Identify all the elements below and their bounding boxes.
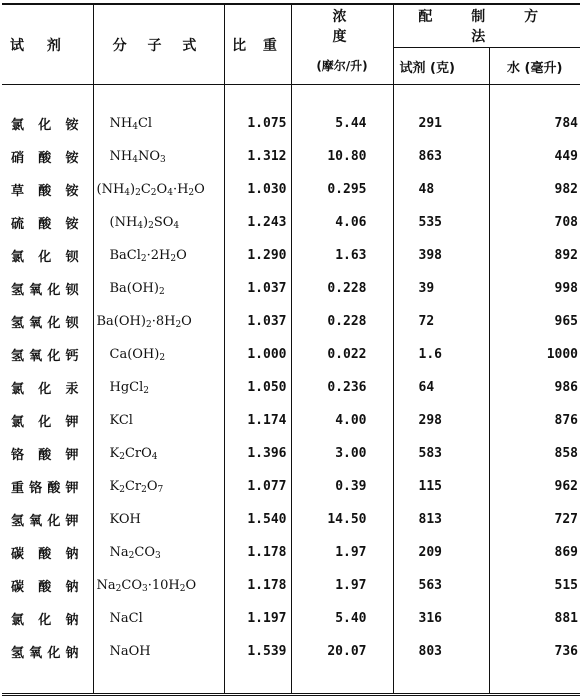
water-ml-value: 876 (489, 404, 580, 437)
table-row (2, 305, 580, 338)
water-ml-value: 784 (489, 107, 580, 140)
header-concentration-unit: (摩尔/升) (291, 48, 393, 85)
specific-gravity-value: 1.050 (224, 371, 291, 404)
spacer-row (2, 85, 580, 108)
table-row (2, 272, 580, 305)
concentration-value: 3.00 (291, 437, 393, 470)
reagent-name: 铬酸钾 (11, 448, 79, 463)
concentration-value: 1.97 (291, 569, 393, 602)
reagent-name: 氯化钠 (11, 613, 79, 628)
molecular-formula: $Ca(OH)_2$ (93, 338, 224, 371)
reagent-name: 草酸铵 (11, 184, 79, 199)
concentration-value: 0.228 (291, 305, 393, 338)
concentration-value: 0.236 (291, 371, 393, 404)
reagent-name: 碳酸钠 (11, 580, 79, 595)
water-ml-value: 858 (489, 437, 580, 470)
reagent-name: 碳酸钠 (11, 547, 79, 562)
specific-gravity-value: 1.037 (224, 272, 291, 305)
reagent-name: 氯化铵 (11, 118, 79, 133)
specific-gravity-value: 1.000 (224, 338, 291, 371)
concentration-value: 10.80 (291, 140, 393, 173)
concentration-value: 20.07 (291, 635, 393, 668)
reagent-name: 硫酸铵 (11, 217, 79, 232)
water-ml-value: 998 (489, 272, 580, 305)
header-specific-gravity: 比 重 (224, 4, 291, 85)
water-ml-value: 982 (489, 173, 580, 206)
reagent-name: 氢氧化钡 (11, 283, 79, 298)
concentration-value: 0.39 (291, 470, 393, 503)
specific-gravity-value: 1.075 (224, 107, 291, 140)
reagent-grams-value: 583 (393, 437, 489, 470)
water-ml-value: 449 (489, 140, 580, 173)
table-row (2, 206, 580, 239)
water-ml-value: 869 (489, 536, 580, 569)
specific-gravity-value: 1.037 (224, 305, 291, 338)
table-row (2, 569, 580, 602)
reagent-grams-value: 115 (393, 470, 489, 503)
reagent-grams-value: 316 (393, 602, 489, 635)
reagent-name: 氯化汞 (11, 382, 79, 397)
water-ml-value: 965 (489, 305, 580, 338)
concentration-value: 1.63 (291, 239, 393, 272)
reagent-name: 氢氧化钠 (11, 646, 79, 661)
reagent-grams-value: 64 (393, 371, 489, 404)
header-concentration: 浓 度 (291, 4, 393, 48)
specific-gravity-value: 1.312 (224, 140, 291, 173)
table-row (2, 371, 580, 404)
table-header (2, 4, 580, 85)
table-end-row (2, 668, 580, 695)
reagent-grams-value: 39 (393, 272, 489, 305)
specific-gravity-value: 1.197 (224, 602, 291, 635)
water-ml-value: 881 (489, 602, 580, 635)
reagent-grams-value: 535 (393, 206, 489, 239)
concentration-value: 5.44 (291, 107, 393, 140)
concentration-value: 1.97 (291, 536, 393, 569)
header-reagent-grams: 试剂 (克) (393, 48, 489, 85)
table-body (2, 85, 580, 695)
concentration-value: 4.06 (291, 206, 393, 239)
table-row (2, 107, 580, 140)
water-ml-value: 962 (489, 470, 580, 503)
molecular-formula: $Na_2CO_3\cdot 10H_2O$ (93, 569, 224, 602)
reagent-grams-value: 863 (393, 140, 489, 173)
water-ml-value: 986 (489, 371, 580, 404)
concentration-value: 0.295 (291, 173, 393, 206)
specific-gravity-value: 1.178 (224, 569, 291, 602)
molecular-formula: NaCl (93, 602, 224, 635)
specific-gravity-value: 1.174 (224, 404, 291, 437)
reagent-grams-value: 72 (393, 305, 489, 338)
reagent-grams-value: 563 (393, 569, 489, 602)
molecular-formula: $BaCl_2\cdot 2H_2O$ (93, 239, 224, 272)
water-ml-value: 515 (489, 569, 580, 602)
table-row (2, 470, 580, 503)
table-row (2, 173, 580, 206)
specific-gravity-value: 1.539 (224, 635, 291, 668)
specific-gravity-value: 1.290 (224, 239, 291, 272)
header-reagent: 试 剂 (2, 4, 93, 85)
concentration-value: 0.022 (291, 338, 393, 371)
specific-gravity-value: 1.030 (224, 173, 291, 206)
table-row (2, 239, 580, 272)
header-formula: 分 子 式 (93, 4, 224, 85)
reagent-grams-value: 291 (393, 107, 489, 140)
specific-gravity-value: 1.178 (224, 536, 291, 569)
header-water-ml: 水 (毫升) (489, 48, 580, 85)
molecular-formula: $NH_4NO_3$ (93, 140, 224, 173)
molecular-formula: $Na_2CO_3$ (93, 536, 224, 569)
reagent-name: 氢氧化钡 (11, 316, 79, 331)
molecular-formula: $Ba(OH)_2$ (93, 272, 224, 305)
table-row (2, 338, 580, 371)
table-row (2, 635, 580, 668)
reagent-name: 氢氧化钙 (11, 349, 79, 364)
reagent-name: 硝酸铵 (11, 151, 79, 166)
molecular-formula: KCl (93, 404, 224, 437)
reagent-name: 氯化钡 (11, 250, 79, 265)
specific-gravity-value: 1.396 (224, 437, 291, 470)
table-row (2, 503, 580, 536)
table-row (2, 536, 580, 569)
molecular-formula: HgCl$_2$ (93, 371, 224, 404)
molecular-formula: NaOH (93, 635, 224, 668)
water-ml-value: 892 (489, 239, 580, 272)
specific-gravity-value: 1.243 (224, 206, 291, 239)
table-row (2, 437, 580, 470)
table-row (2, 602, 580, 635)
concentration-value: 0.228 (291, 272, 393, 305)
reagent-grams-value: 803 (393, 635, 489, 668)
water-ml-value: 736 (489, 635, 580, 668)
water-ml-value: 727 (489, 503, 580, 536)
reagent-grams-value: 1.6 (393, 338, 489, 371)
table-row (2, 140, 580, 173)
molecular-formula: $K_2CrO_4$ (93, 437, 224, 470)
reagent-grams-value: 209 (393, 536, 489, 569)
molecular-formula: $K_2Cr_2O_7$ (93, 470, 224, 503)
specific-gravity-value: 1.540 (224, 503, 291, 536)
header-preparation-method: 配 制 方 法 (393, 4, 580, 48)
reagent-grams-value: 398 (393, 239, 489, 272)
molecular-formula: $Ba(OH)_2\cdot 8H_2O$ (93, 305, 224, 338)
reagent-grams-value: 298 (393, 404, 489, 437)
reagent-grams-value: 48 (393, 173, 489, 206)
concentration-value: 14.50 (291, 503, 393, 536)
molecular-formula: $NH_4Cl$ (93, 107, 224, 140)
reagent-name: 重铬酸钾 (11, 481, 79, 496)
reagent-grams-value: 813 (393, 503, 489, 536)
reagent-name: 氯化钾 (11, 415, 79, 430)
molecular-formula: $(NH_4)_2SO_4$ (93, 206, 224, 239)
molecular-formula: KOH (93, 503, 224, 536)
concentration-value: 5.40 (291, 602, 393, 635)
table-row (2, 404, 580, 437)
concentration-value: 4.00 (291, 404, 393, 437)
reagent-preparation-table (2, 3, 580, 696)
reagent-name: 氢氧化钾 (11, 514, 79, 529)
molecular-formula: $(NH_4)_2C_2O_4\cdot H_2O$ (93, 173, 224, 206)
specific-gravity-value: 1.077 (224, 470, 291, 503)
water-ml-value: 1000 (489, 338, 580, 371)
water-ml-value: 708 (489, 206, 580, 239)
